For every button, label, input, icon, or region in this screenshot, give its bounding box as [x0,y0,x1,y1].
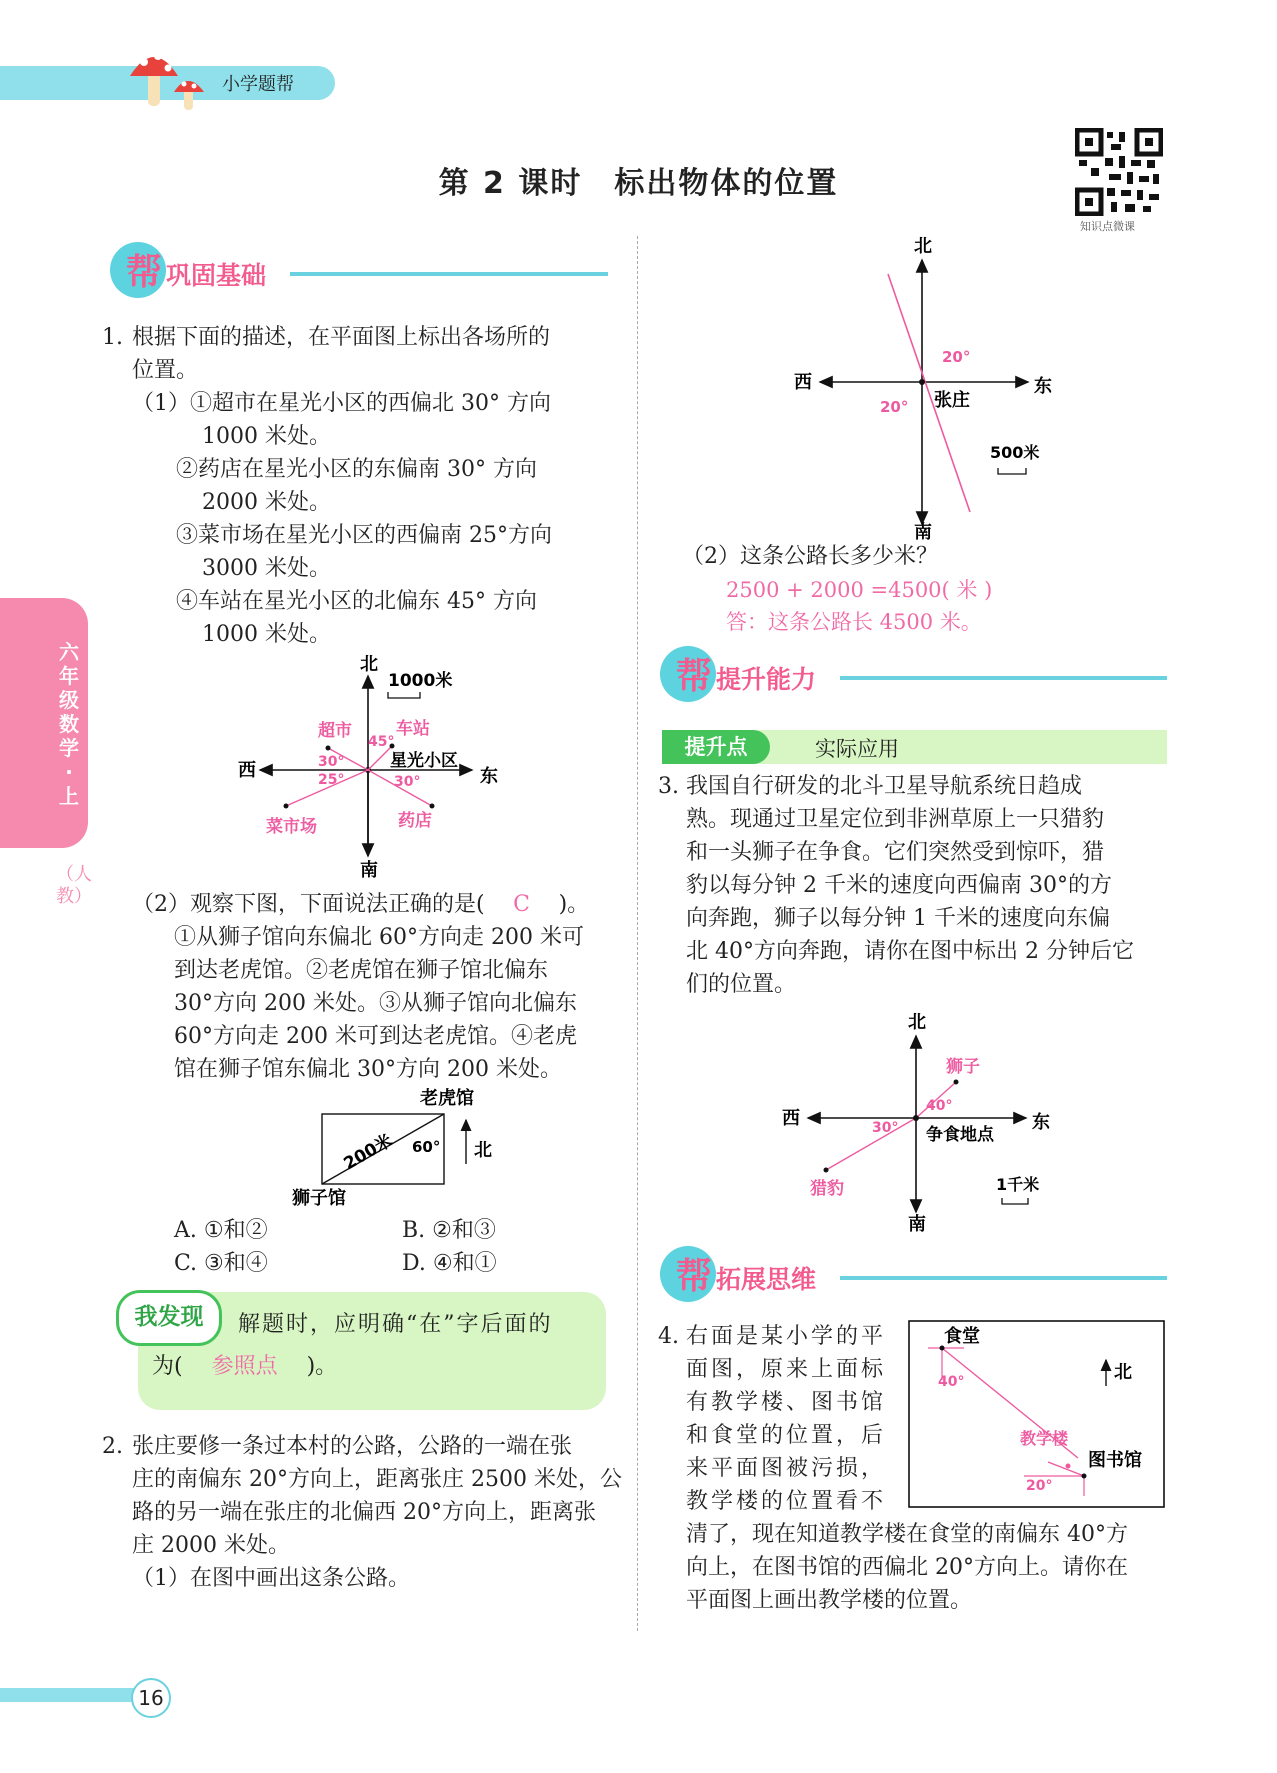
q4-line1: 右面是某小学的平 [686,1324,887,1349]
center-point [913,1115,919,1121]
q2-sub1: （1）在图中画出这条公路。 [132,1566,410,1591]
section-bang: 帮 [126,252,163,293]
q4-line9: 平面图上画出教学楼的位置。 [686,1588,973,1613]
q1-stem-line1: 根据下面的描述，在平面图上标出各场所的 [132,325,551,350]
label-north: 北 [1114,1362,1132,1383]
angle-market: 25° [318,772,345,788]
angle-lion: 40° [926,1098,953,1114]
label-distance: 200米 [340,1130,396,1175]
column-divider [637,236,638,1631]
label-scale: 500米 [990,443,1040,462]
option-c[interactable]: C. ③和④ [174,1251,268,1276]
q4-line6: 教学楼的位置看不 [686,1489,887,1514]
point-cheetah [824,1168,829,1173]
label-east: 东 [1034,376,1052,397]
q2-sub2: （2）这条公路长多少米？ [682,544,938,569]
label-tiger: 老虎馆 [420,1088,474,1109]
point-pharmacy [430,804,435,809]
section-title-extend: 拓展思维 [716,1265,817,1294]
discover-line1: 解题时，应明确“在”字后面的 [238,1312,553,1337]
discover-line2 [152,1350,337,1383]
q4-line8: 向上，在图书馆的西偏北 20°方向上。请你在 [686,1555,1128,1580]
section-title-improve: 提升能力 [716,665,817,694]
label-station: 车站 [396,719,430,739]
section-rule [840,1276,1167,1280]
discover-answer[interactable]: 参照点 [211,1354,278,1379]
footer-bar [0,1688,140,1702]
q1-lion-tiger-figure [286,1084,496,1210]
mushroom-icon [126,44,216,116]
label-center: 星光小区 [390,751,458,771]
page-title: 第 2 课时 标出物体的位置 [438,166,839,201]
qr-caption: 知识点微课 [1080,220,1135,233]
q4-line3: 有教学楼、图书馆 [686,1390,887,1415]
q1-item2-line1: ②药店在星光小区的东偏南 30° 方向 [176,457,537,482]
q2-road-map [780,232,1080,542]
angle-north: 20° [942,348,971,366]
page-number: 16 [131,1678,171,1718]
q4-line5: 来平面图被污损， [686,1456,887,1481]
q2-line1: 张庄要修一条过本村的公路，公路的一端在张 [132,1434,573,1459]
q1-number: 1. [102,325,123,350]
scale-bar [388,692,420,698]
q3-line5: 向奔跑，狮子以每分钟 1 千米的速度向东偏 [686,906,1110,931]
label-west: 西 [782,1108,800,1129]
angle-canteen: 40° [938,1374,965,1390]
discover-badge: 我发现 [116,1290,222,1346]
q2-answer-text[interactable]: 答：这条公路长 4500 米。 [726,610,982,634]
label-pharmacy: 药店 [398,811,432,831]
label-north: 北 [908,1012,926,1033]
q1-item1-line2: 1000 米处。 [202,424,331,449]
q1-part2-close: )。 [558,892,590,917]
edition-label: （人教） [56,864,92,907]
discover-post: )。 [306,1354,338,1379]
q4-number: 4. [658,1324,679,1349]
label-east: 东 [480,766,498,787]
q4-school-plan [908,1320,1166,1510]
q1-part2-s2: 到达老虎馆。②老虎馆在狮子馆北偏东 [174,958,549,983]
q4-line4: 和食堂的位置，后 [686,1423,887,1448]
label-lion: 狮子 [946,1057,980,1077]
brand-name: 小学题帮 [222,74,294,95]
q3-line6: 北 40°方向奔跑，请你在图中标出 2 分钟后它 [686,939,1134,964]
angle-supermarket: 30° [318,754,345,770]
label-angle: 60° [412,1138,441,1156]
angle-cheetah: 30° [872,1120,899,1136]
q1-item4-line2: 1000 米处。 [202,622,331,647]
q1-part2-text: （2）观察下图，下面说法正确的是( [132,892,485,917]
qr-code-icon[interactable] [1075,128,1163,216]
q1-part2-s3: 30°方向 200 米处。③从狮子馆向北偏东 [174,991,577,1016]
label-west: 西 [238,760,256,781]
section-rule [290,272,608,276]
discover-pre: 为( [152,1354,183,1379]
grade-label: 六年级数学·上 [59,640,79,808]
point-library [1082,1474,1087,1479]
q1-part2-s1: ①从狮子馆向东偏北 60°方向走 200 米可 [174,925,584,950]
q1-item4-line1: ④车站在星光小区的北偏东 45° 方向 [176,589,537,614]
q1-part2-s4: 60°方向走 200 米可到达老虎馆。④老虎 [174,1024,577,1049]
option-a[interactable]: A. ①和② [174,1218,268,1243]
q4-line2: 面图，原来上面标 [686,1357,887,1382]
tisheng-label: 提升点 [662,730,770,764]
label-west: 西 [794,372,812,393]
q3-line2: 熟。现通过卫星定位到非洲草原上一只猎豹 [686,807,1105,832]
label-north-small: 北 [474,1140,492,1161]
q4-line7: 清了，现在知道教学楼在食堂的南偏东 40°方 [686,1522,1128,1547]
label-library: 图书馆 [1088,1450,1142,1471]
q2-line3: 路的另一端在张庄的北偏西 20°方向上，距离张 [132,1500,596,1525]
point-market [284,804,289,809]
q3-number: 3. [658,774,679,799]
label-scale: 1000米 [388,671,453,691]
q1-part2-answer[interactable]: C [513,892,531,917]
q3-line4: 豹以每分钟 2 千米的速度向西偏南 30°的方 [686,873,1112,898]
angle-library: 20° [1026,1478,1053,1494]
point-building [1066,1464,1071,1469]
label-north: 北 [914,236,932,257]
point-lion [954,1080,959,1085]
q3-chase-map [760,1004,1080,1234]
q2-number: 2. [102,1434,123,1459]
option-b[interactable]: B. ②和③ [402,1218,496,1243]
point-supermarket [326,746,331,751]
q1-item3-line2: 3000 米处。 [202,556,331,581]
label-east: 东 [1032,1112,1050,1133]
q1-item1-line1: （1）①超市在星光小区的西偏北 30° 方向 [132,391,551,416]
label-cheetah: 猎豹 [810,1179,844,1199]
q3-line3: 和一头狮子在争食。它们突然受到惊吓，猎 [686,840,1105,865]
section-bang: 帮 [676,656,713,697]
label-scale: 1千米 [996,1175,1040,1194]
q1-stem-line2: 位置。 [132,358,199,383]
q3-line7: 们的位置。 [686,972,797,997]
q1-part2-s5: 馆在狮子馆东偏北 30°方向 200 米处。 [174,1057,562,1082]
q2-answer-calc[interactable]: 2500 + 2000 =4500( 米 ) [726,578,993,602]
section-rule [840,676,1167,680]
angle-station: 45° [368,734,395,750]
label-center: 张庄 [934,390,970,411]
q1-direction-map [232,654,522,878]
q1-part2-prompt [132,888,589,921]
label-center: 争食地点 [926,1125,994,1145]
section-bang: 帮 [676,1256,713,1297]
section-title-basic: 巩固基础 [166,261,267,290]
q2-line2: 庄的南偏东 20°方向上，距离张庄 2500 米处，公 [132,1467,622,1492]
label-south: 南 [360,860,378,878]
q1-item3-line1: ③菜市场在星光小区的西偏南 25°方向 [176,523,552,548]
label-south: 南 [908,1214,926,1234]
center-point [919,379,925,385]
label-south: 南 [914,522,932,542]
label-supermarket: 超市 [318,721,352,741]
label-lion: 狮子馆 [292,1188,346,1209]
option-d[interactable]: D. ④和① [402,1251,497,1276]
q1-item2-line2: 2000 米处。 [202,490,331,515]
scale-bar [998,468,1026,474]
ray-cheetah [826,1118,916,1170]
label-north: 北 [360,654,378,675]
label-building: 教学楼 [1020,1429,1069,1448]
label-canteen: 食堂 [944,1326,980,1347]
scale-bar [1002,1198,1028,1204]
q2-line4: 庄 2000 米处。 [132,1533,290,1558]
q3-line1: 我国自行研发的北斗卫星导航系统日趋成 [686,774,1083,799]
angle-south: 20° [880,398,909,416]
angle-pharmacy: 30° [394,774,421,790]
tisheng-text: 实际应用 [815,737,899,761]
label-market: 菜市场 [266,817,317,837]
